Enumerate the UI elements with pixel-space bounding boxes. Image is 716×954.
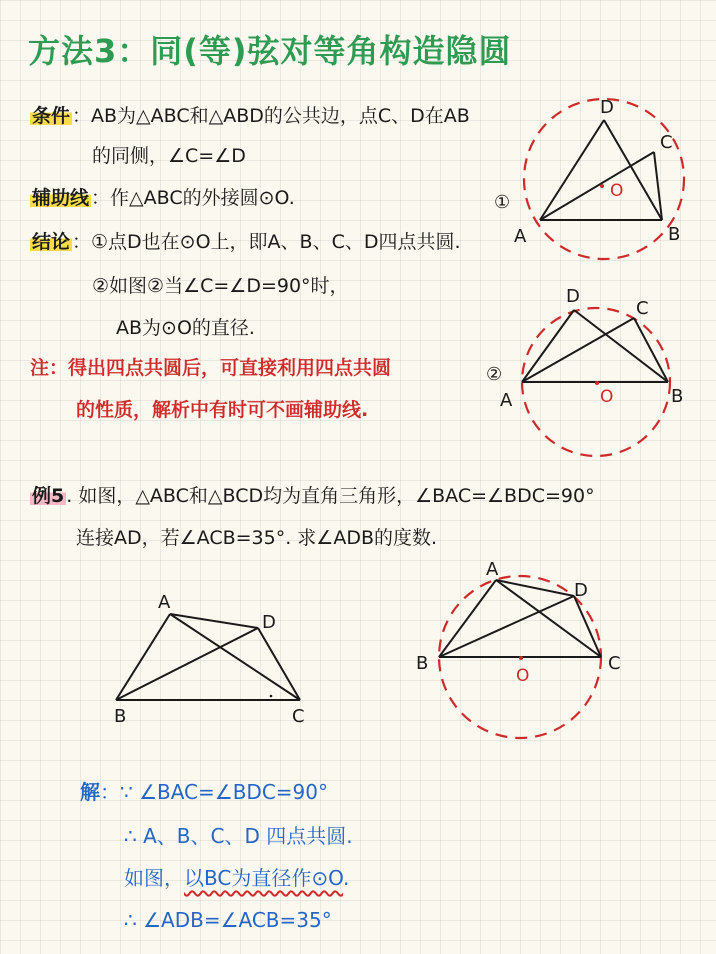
segment-BD <box>439 596 574 657</box>
solution-line-3-suffix: . <box>343 866 350 890</box>
figure-3 <box>100 580 330 730</box>
segment-AD <box>540 120 604 220</box>
segment-AC <box>170 614 300 700</box>
figure-3-label-A: A <box>158 592 171 613</box>
auxiliary-label: 辅助线 <box>32 187 90 209</box>
figure-3-dot <box>270 695 273 698</box>
figure-1-center-label: O <box>610 181 624 201</box>
auxiliary-line <box>30 186 295 210</box>
figure-3-label-B: B <box>114 706 127 727</box>
page-title: 方法3：同(等)弦对等角构造隐圆 <box>28 32 512 70</box>
figure-4-label-B: B <box>416 653 429 674</box>
figure-1-tag: ① <box>494 192 511 213</box>
figure-2-label-A: A <box>500 390 513 411</box>
solution-line-3-prefix: 如图， <box>124 866 184 890</box>
example-label: 例5 <box>32 485 65 507</box>
figure-2-label-D: D <box>566 286 580 307</box>
conclusion-text-1: ：①点D也在⊙O上，即A、B、C、D四点共圆. <box>72 231 461 253</box>
figure-1-label-B: B <box>668 224 681 245</box>
note-line-2: 的性质，解析中有时可不画辅助线. <box>76 399 369 421</box>
figure-1-label-C: C <box>660 132 673 153</box>
figure-4-label-C: C <box>608 653 621 674</box>
solution-line-2: ∴ A、B、C、D 四点共圆. <box>124 824 353 848</box>
segment-AD <box>522 310 574 382</box>
segment-BA <box>439 580 496 657</box>
conclusion-line-3: AB为⊙O的直径. <box>116 317 255 339</box>
figure-3-label-C: C <box>292 706 305 727</box>
segment-DC <box>258 628 300 700</box>
figure-4-label-D: D <box>574 580 588 601</box>
figure-1-label-D: D <box>600 97 614 118</box>
condition-line-1 <box>30 104 470 128</box>
solution-label: 解 <box>80 780 100 804</box>
figure-2-center-label: O <box>600 387 614 407</box>
figure-2 <box>480 282 700 452</box>
figure-1-circle <box>524 99 684 259</box>
figure-2-center-dot <box>595 381 599 385</box>
conclusion-label: 结论 <box>32 231 71 253</box>
condition-line-2: 的同侧，∠C=∠D <box>92 145 246 167</box>
figure-3-label-D: D <box>262 612 276 633</box>
figure-2-lines <box>522 310 668 382</box>
auxiliary-text: ：作△ABC的外接圆⊙O. <box>91 187 295 209</box>
segment-DB <box>604 120 662 220</box>
figure-4-label-A: A <box>486 559 499 580</box>
condition-text-1: ：AB为△ABC和△ABD的公共边，点C、D在AB <box>72 105 470 127</box>
solution-line-3-underlined: 以BC为直径作⊙O <box>184 866 344 890</box>
example-text-1: . 如图，△ABC和△BCD均为直角三角形，∠BAC=∠BDC=90° <box>66 485 595 507</box>
segment-AD <box>170 614 258 628</box>
conclusion-line-1 <box>30 230 461 254</box>
figure-2-label-C: C <box>636 298 649 319</box>
condition-label: 条件 <box>32 105 71 127</box>
example-line-1 <box>30 484 595 508</box>
figure-1-label-A: A <box>514 226 527 247</box>
figure-1 <box>480 92 700 252</box>
solution-line-3 <box>124 866 349 890</box>
segment-DB <box>574 310 668 382</box>
note-line-1: 注：得出四点共圆后，可直接利用四点共圆 <box>30 357 392 379</box>
solution-line-4: ∴ ∠ADB=∠ACB=35° <box>124 908 332 932</box>
figure-2-label-B: B <box>671 386 684 407</box>
segment-AC <box>540 152 654 220</box>
example-line-2: 连接AD，若∠ACB=35°. 求∠ADB的度数. <box>76 527 438 549</box>
solution-text-1: ：∵ ∠BAC=∠BDC=90° <box>100 780 329 804</box>
figure-1-lines <box>540 120 662 220</box>
segment-AC <box>522 318 634 382</box>
segment-BD <box>116 628 258 700</box>
figure-4 <box>410 560 640 750</box>
figure-1-center-dot <box>600 184 604 188</box>
figure-4-center-dot <box>519 656 523 660</box>
conclusion-line-2: ②如图②当∠C=∠D=90°时， <box>92 275 349 297</box>
solution-line-1 <box>80 780 328 804</box>
figure-4-center-label: O <box>516 666 530 686</box>
figure-2-tag: ② <box>486 364 503 385</box>
